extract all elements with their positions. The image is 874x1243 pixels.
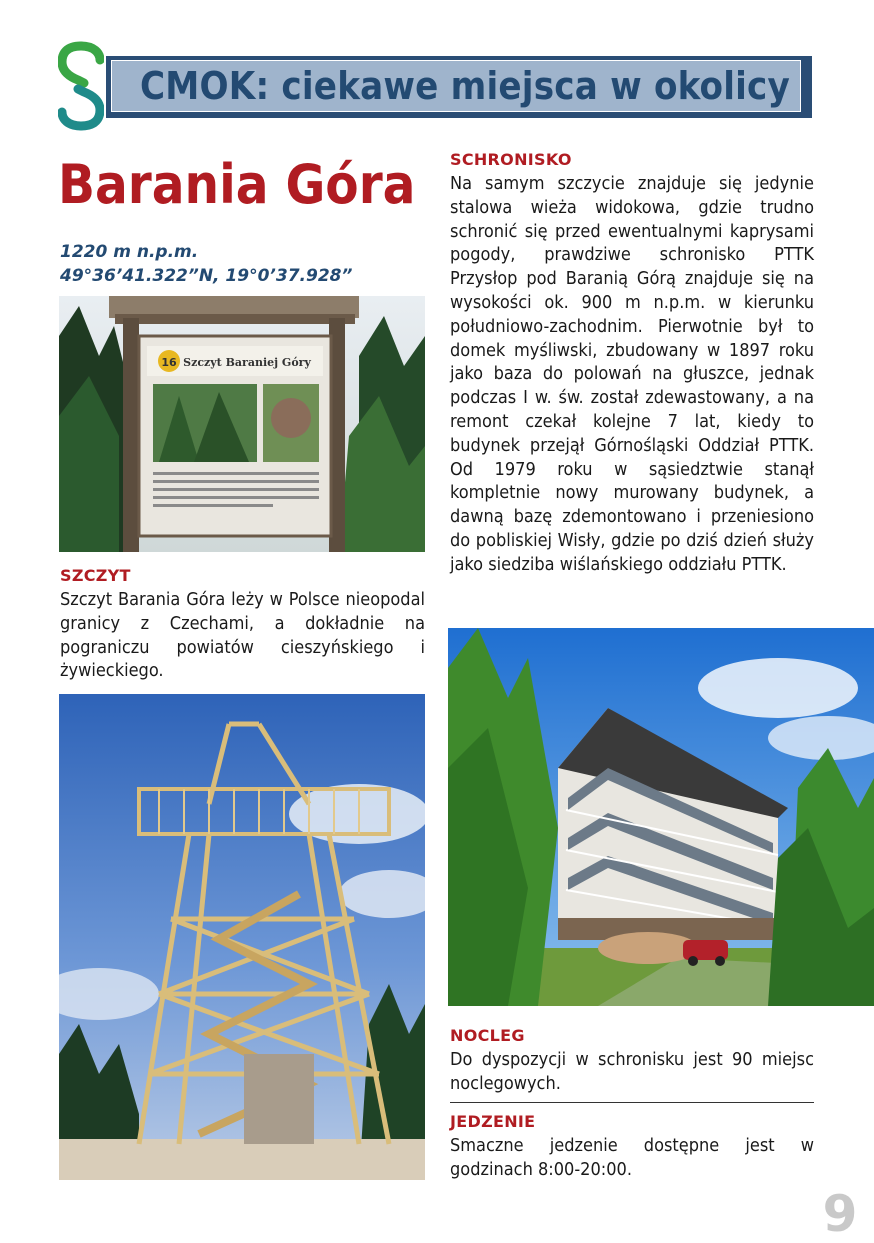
heading-nocleg: NOCLEG bbox=[450, 1026, 525, 1045]
heading-jedzenie: JEDZENIE bbox=[450, 1112, 536, 1131]
sign-title: Szczyt Baraniej Góry bbox=[183, 356, 311, 369]
shelter-building-photo bbox=[448, 628, 874, 1006]
sign-badge: 16 bbox=[161, 356, 177, 369]
summit-sign-photo bbox=[59, 296, 425, 552]
heading-schronisko: SCHRONISKO bbox=[450, 150, 572, 169]
header-banner bbox=[106, 56, 812, 118]
text-schronisko: Na samym szczycie znajduje się jedynie stalowa wieża widokowa, gdzie trudno schronić się przed ewentualnymi kaprysami pogody, prawdziwe schronisko PTTK Przysłop pod Baranią Górą znajduje się na wysokości ok. 900 m n.p.m. w kierunku południowo-zachodnim. Pierwotnie był to domek myśliwski, zbudowany w 1897 roku jako baza do polowań na głuszce, jednak podczas I w. św. został zdewastowany, a na remont czekał kolejne 7 lat, kiedy to budynek przejął Górnośląski Oddział PTTK. Od 1979 roku w sąsiedztwie stanął kompletnie nowy murowany budynek, a dawną bazę zdemontowano i przeniesiono do pobliskiej Wisły, gdzie po dziś dzień służy jako siedziba wiślańskiego oddziału PTTK. bbox=[450, 173, 814, 575]
chain-link-icon bbox=[58, 40, 104, 132]
text-nocleg: Do dyspozycji w schronisku jest 90 miejsc noclegowych. bbox=[450, 1049, 814, 1094]
coordinates: 49°36’41.322”N, 19°0’37.928” bbox=[60, 266, 353, 286]
page-number: 9 bbox=[822, 1185, 858, 1243]
heading-szczyt: SZCZYT bbox=[60, 566, 131, 585]
observation-tower-photo bbox=[59, 694, 425, 1180]
header-banner-inner bbox=[111, 60, 801, 112]
header-title: CMOK: ciekawe miejsca w okolicy bbox=[140, 64, 790, 108]
page-title: Barania Góra bbox=[58, 153, 416, 216]
text-jedzenie: Smaczne jedzenie dostępne jest w godzinach 8:00-20:00. bbox=[450, 1135, 814, 1180]
text-szczyt: Szczyt Barania Góra leży w Polsce nieopodal granicy z Czechami, a dokładnie na pograniczu powiatów cieszyńskiego i żywieckiego. bbox=[60, 589, 425, 682]
section-divider bbox=[450, 1102, 814, 1103]
elevation: 1220 m n.p.m. bbox=[60, 242, 199, 262]
